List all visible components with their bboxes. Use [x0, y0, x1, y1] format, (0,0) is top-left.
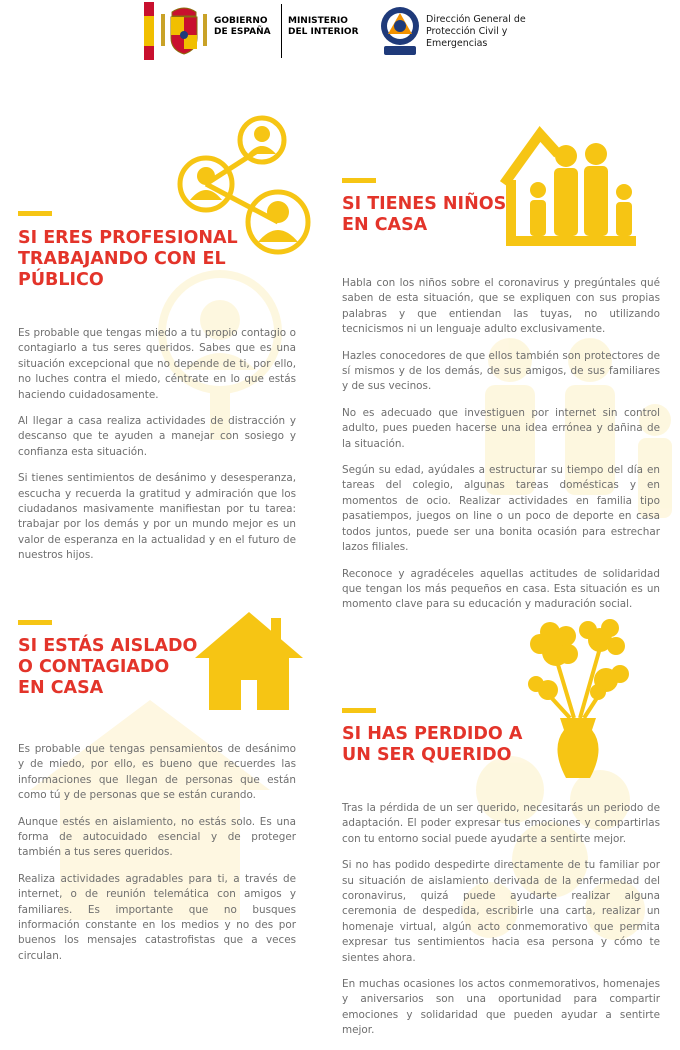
profesional-paragraph-2: Al llegar a casa realiza actividades de distracción y descanso que te ayuden a manejar con sosiego y confianza esta situación. [18, 415, 296, 458]
aislado-accent-bar [18, 620, 52, 625]
aislado-paragraph-3: Realiza actividades agradables para ti, a través de internet, o de reunión telemática con amigos y familiares. Es importante que no busques información constante en los medios y no des por buenos los mensajes catastrofistas que a veces circulan. [18, 872, 296, 962]
perdido-body [342, 801, 660, 1050]
ninos-paragraph-3: No es adecuado que investiguen por internet sin control adulto, pues pueden hacerse una idea errónea y dañina de la situación. [342, 406, 660, 450]
agency-label: Dirección General de Protección Civil y Emergencias [426, 14, 526, 49]
ninos-accent-bar [342, 178, 376, 183]
ministry-label: MINISTERIO DEL INTERIOR [288, 16, 359, 37]
aislado-paragraph-1: Es probable que tengas pensamientos de desánimo y de miedo, por ello, es bueno que recuerdes las informaciones que llegan de personas que están como tú y de personas que se están curando. [18, 743, 296, 802]
ninos-paragraph-2: Hazles conocedores de que ellos también son protectores de sí mismos y de los demás, de sus amigos, de sus familiares y de sus vecinos. [342, 349, 660, 393]
perdido-paragraph-2: Si no has podido despedirte directamente de tu familiar por su situación de aislamiento derivada de la enfermedad del coronavirus, quizá puede ayudarte realizar alguna ceremonia de despedida, escribirle una carta, realizar un homenaje virtual, algún acto conmemorativo que permita expresar tus sentimientos hacia esa persona y cómo te sientes ahora. [342, 859, 660, 964]
perdido-paragraph-1: Tras la pérdida de un ser querido, necesitarás un periodo de adaptación. El poder expresar tus emociones y compartirlas con tu entorno social puede ayudarte a sentirte mejor. [342, 802, 660, 845]
perdido-accent-bar [342, 708, 376, 713]
profesional-paragraph-3: Si tienes sentimientos de desánimo y desesperanza, escucha y recuerda la gratitud y admiración que los ciudadanos masivamente manifiestan por tu tarea: trabajar por los demás y por un mundo mejor es un valor de esperanza en la actualidad y en el futuro de nuestros hijos. [18, 472, 296, 562]
ninos-title: SI TIENES NIÑOS EN CASA [342, 194, 507, 235]
perdido-paragraph-3: En muchas ocasiones los actos conmemorativos, homenajes y aniversarios son una oportunidad para compartir emociones y solidaridad que pueden ayudar a sentirte mejor. [342, 978, 660, 1037]
ninos-paragraph-1: Habla con los niños sobre el coronavirus y pregúntales qué saben de esta situación, que se expliquen con sus propias palabras y que entiendan las tuyas, no utilizando tecnicismos ni un lenguaje adulto exclusivamente. [342, 277, 660, 336]
header [0, 0, 680, 70]
aislado-body [18, 742, 296, 975]
header-divider [281, 4, 282, 58]
proteccion-civil-logo-icon [378, 4, 422, 58]
profesional-body [18, 326, 296, 575]
perdido-title: SI HAS PERDIDO A UN SER QUERIDO [342, 724, 523, 765]
profesional-title: SI ERES PROFESIONAL TRABAJANDO CON EL PÚBLICO [18, 228, 238, 290]
ninos-body [342, 276, 660, 624]
ninos-paragraph-4: Según su edad, ayúdales a estructurar su tiempo del día en tareas del colegio, algunas tareas domésticas y en momentos de ocio. Realizar actividades en familia tipo pasatiempos, juegos on line o un poco de deporte en casa todos juntos, puede ser una bonita ocasión para estrechar lazos filiales. [342, 464, 660, 554]
profesional-paragraph-1: Es probable que tengas miedo a tu propio contagio o contagiarlo a tus seres queridos. Sabes que es una situación excepcional que no depende de ti, por ello, no luches contra el miedo, céntrate en lo que estás haciendo cuidadosamente. [18, 327, 296, 401]
aislado-title: SI ESTÁS AISLADO O CONTAGIADO EN CASA [18, 636, 198, 698]
ninos-paragraph-5: Reconoce y agradéceles aquellas actitudes de solidaridad que tengan los más pequeños en casa. Esta situación es un momento clave para su educación y maduración social. [342, 567, 660, 611]
aislado-paragraph-2: Aunque estés en aislamiento, no estás solo. Es una forma de autocuidado esencial y de proteger también a tus seres queridos. [18, 815, 296, 859]
spain-coat-of-arms-icon [158, 4, 210, 58]
government-label: GOBIERNO DE ESPAÑA [214, 16, 271, 37]
profesional-accent-bar [18, 211, 52, 216]
spain-flag-icon [144, 2, 154, 60]
